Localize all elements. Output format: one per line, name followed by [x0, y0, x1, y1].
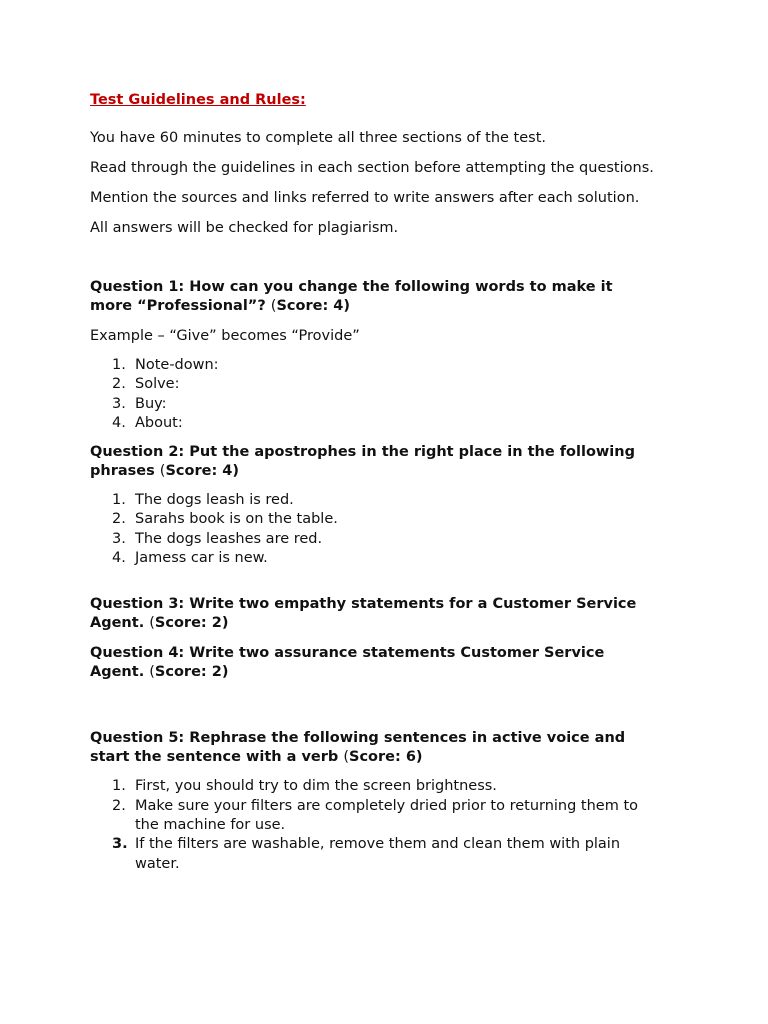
list-item: [90, 356, 690, 375]
list-text-line-2: water.: [135, 855, 180, 872]
list-number: 2.: [112, 376, 126, 393]
intro-line-4: All answers will be checked for plagiarism.: [90, 220, 399, 236]
list-text: Solve:: [135, 376, 180, 393]
question-5-paren: (: [343, 749, 350, 766]
list-text: Note-down:: [135, 357, 219, 373]
list-text-line-1: Make sure your filters are completely dried prior to returning them to: [135, 797, 639, 814]
list-text: Buy:: [135, 395, 167, 412]
question-3-heading: [90, 595, 690, 633]
list-item: [90, 835, 690, 874]
question-1-list: [90, 356, 690, 433]
list-text: The dogs leash is red.: [135, 492, 294, 509]
list-number: 2.: [112, 797, 126, 814]
intro-line-1: You have 60 minutes to complete all three sections of the test.: [90, 130, 547, 146]
question-3-line-2: Agent.: [90, 615, 150, 632]
list-text: About:: [135, 414, 183, 431]
list-number: 1.: [112, 357, 126, 373]
question-4-score: Score: 2): [154, 664, 229, 681]
question-4-paren: (: [149, 664, 155, 681]
list-item: [90, 797, 690, 836]
list-text: The dogs leashes are red.: [135, 530, 323, 547]
list-item: [90, 375, 690, 394]
question-1-heading: [90, 278, 690, 316]
list-number: 4.: [112, 550, 126, 567]
question-5-list: [90, 777, 690, 873]
question-1-example: Example – “Give” becomes “Provide”: [90, 328, 360, 344]
intro-line-3: Mention the sources and links referred to write answers after each solution.: [90, 190, 640, 206]
question-4-line-1: Question 4: Write two assurance statements Customer Service: [90, 645, 605, 662]
question-4-heading: [90, 644, 690, 682]
question-1-line-1: Question 1: How can you change the following words to make it: [90, 279, 613, 295]
question-2-list: [90, 491, 690, 568]
list-text: Jamess car is new.: [135, 550, 268, 567]
document-content: [90, 90, 690, 874]
question-5-line-1: Question 5: Rephrase the following sentences in active voice and: [90, 730, 626, 747]
question-2-line-2: phrases: [90, 463, 160, 480]
question-2-line-1: Question 2: Put the apostrophes in the right place in the following: [90, 444, 635, 461]
list-item: [90, 491, 690, 510]
list-item: [90, 549, 690, 568]
list-number: 4.: [112, 414, 126, 431]
question-3-score: Score: 2): [154, 615, 229, 632]
list-number: 1.: [112, 778, 126, 795]
question-5-line-2: start the sentence with a verb: [90, 749, 344, 766]
question-2-paren: (: [159, 463, 166, 480]
question-4: [90, 644, 690, 682]
question-2: [90, 443, 690, 568]
list-item: [90, 530, 690, 549]
question-3-line-1: Question 3: Write two empathy statements for a Customer Service: [90, 596, 637, 613]
list-item: [90, 510, 690, 529]
question-3: [90, 595, 690, 633]
list-item: [90, 777, 690, 796]
question-3-paren: (: [149, 615, 155, 632]
list-text-line-1: If the filters are washable, remove them and clean them with plain: [135, 836, 621, 853]
question-5-score: Score: 6): [349, 749, 423, 766]
list-number: 3.: [112, 395, 126, 412]
question-2-score: Score: 4): [165, 463, 240, 480]
list-item: [90, 414, 690, 433]
question-1-paren: (: [270, 298, 277, 314]
question-5-heading: [90, 729, 690, 767]
list-text: First, you should try to dim the screen brightness.: [135, 778, 497, 795]
list-number: 3.: [112, 530, 126, 547]
question-4-line-2: Agent.: [90, 664, 150, 681]
list-number: 3.: [112, 836, 128, 853]
list-text: Sarahs book is on the table.: [135, 511, 338, 528]
question-1-line-2: more “Professional”?: [90, 298, 271, 314]
intro-line-2: Read through the guidelines in each section before attempting the questions.: [90, 160, 654, 176]
question-1-score: Score: 4): [276, 298, 351, 314]
question-1: [90, 278, 690, 433]
list-number: 1.: [112, 492, 126, 509]
question-2-heading: [90, 443, 690, 481]
list-text-line-2: the machine for use.: [135, 816, 286, 833]
list-item: [90, 395, 690, 414]
question-5: [90, 729, 690, 873]
list-number: 2.: [112, 511, 126, 528]
document-title: Test Guidelines and Rules:: [90, 92, 306, 108]
